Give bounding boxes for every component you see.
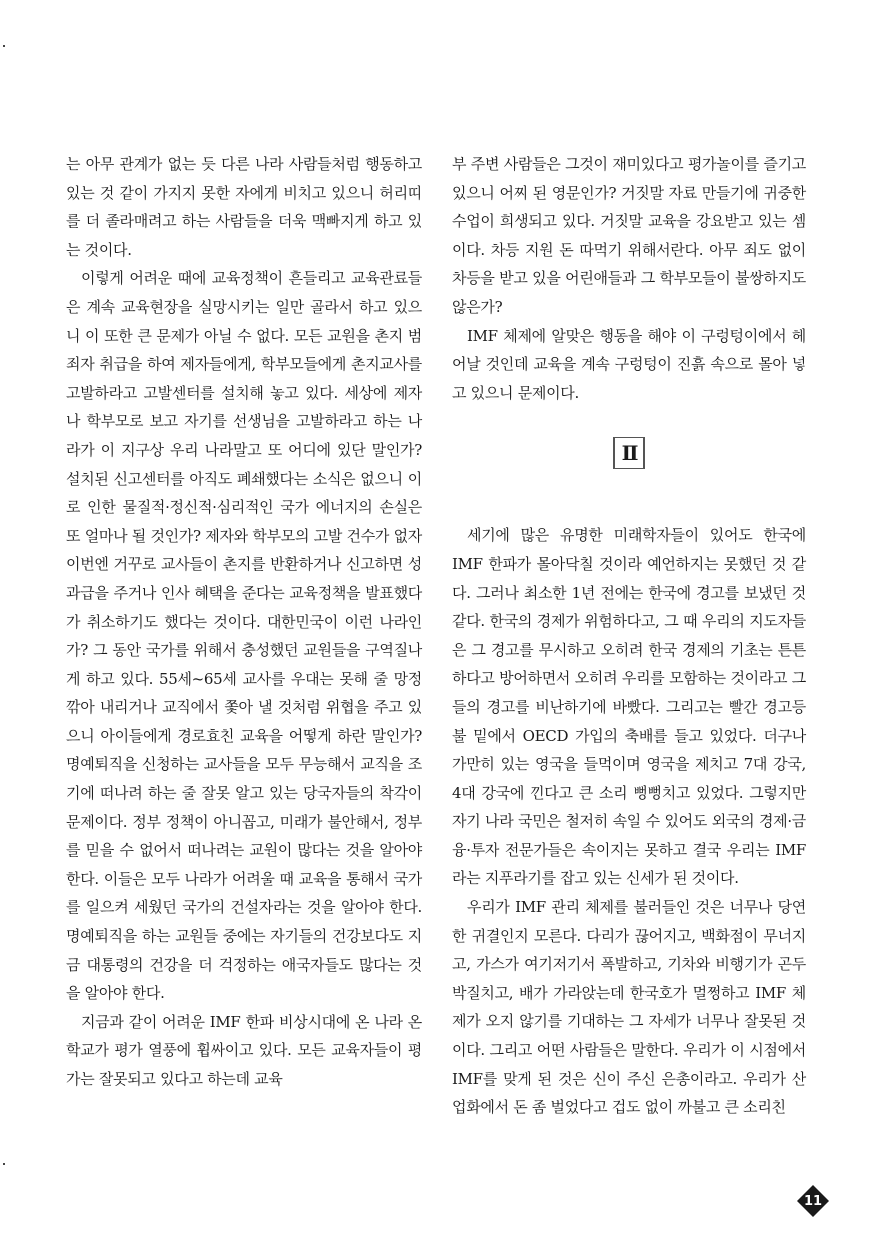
paragraph: IMF 체제에 알맞은 행동을 해야 이 구렁텅이에서 헤어날 것인데 교육을 계속 구렁텅이 진흙 속으로 몰아 넣고 있으니 문제이다.: [452, 326, 806, 402]
page-number-badge: [797, 1185, 829, 1217]
paragraph: 부 주변 사람들은 그것이 재미있다고 평가놀이를 즐기고 있으니 어찌 된 영문인가? 거짓말 자료 만들기에 귀중한 수업이 희생되고 있다. 거짓말 교육을 강요받고 있는 셈이다. 차등 지원 돈 따먹기 위해서란다. 아무 죄도 없이 차등을 받고 있을 어린애들과 그 학부모들이 불쌍하지도 않은가?: [452, 155, 806, 316]
paragraph: 는 아무 관계가 없는 듯 다른 나라 사람들처럼 행동하고 있는 것 같이 가지지 못한 자에게 비치고 있으니 허리띠를 더 졸라매려고 하는 사람들을 더욱 맥빠지게 하고 있는 것이다.: [66, 155, 422, 259]
left-column: [66, 150, 422, 1094]
scan-mark-top: [3, 45, 5, 47]
right-column: [452, 150, 806, 1122]
scan-mark-bottom: [3, 1163, 5, 1165]
paragraph: 이렇게 어려운 때에 교육정책이 흔들리고 교육관료들은 계속 교육현장을 실망시키는 일만 골라서 하고 있으니 이 또한 큰 문제가 아닐 수 없다. 모든 교원을 촌지 범죄자 취급을 하여 제자들에게, 학부모들에게 촌지교사를 고발하라고 고발센터를 설치해 놓고 있다. 세상에 제자나 학부모로 보고 자기를 선생님을 고발하라고 하는 나라가 이 지구상 우리 나라말고 또 어디에 있단 말인가? 설치된 신고센터를 아직도 폐쇄했다는 소식은 없으니 이로 인한 물질적·정신적·심리적인 국가 에너지의 손실은 또 얼마나 될 것인가? 제자와 학부모의 고발 건수가 없자 이번엔 거꾸로 교사들이 촌지를 반환하거나 신고하면 성과급을 주거나 인사 혜택을 준다는 교육정책을 발표했다가 취소하기도 했다는 것이다. 대한민국이 이런 나라인가? 그 동안 국가를 위해서 충성했던 교원들을 구역질나게 하고 있다. 55세~65세 교사를 우대는 못해 줄 망정 깎아 내리거나 교직에서 쫓아 낼 것처럼 위협을 주고 있으니 아이들에게 경로효친 교육을 어떻게 하란 말인가? 명예퇴직을 신청하는 교사들을 모두 무능해서 교직을 조기에 떠나려 하는 줄 잘못 알고 있는 당국자들의 착각이 문제이다. 정부 정책이 아니꼽고, 미래가 불안해서, 정부를 믿을 수 없어서 떠나려는 교원이 많다는 것을 알아야 한다. 이들은 모두 나라가 어려울 때 교육을 통해서 국가를 일으켜 세웠던 국가의 건설자라는 것을 알아야 한다. 명예퇴직을 하는 교원들 중에는 자기들의 건강보다도 지금 대통령의 건강을 더 걱정하는 애국자들도 많다는 것을 알아야 한다.: [66, 269, 422, 1003]
section-heading: [452, 421, 806, 485]
paragraph: 지금과 같이 어려운 IMF 한파 비상시대에 온 나라 온 학교가 평가 열풍에 휩싸이고 있다. 모든 교육자들이 평가는 잘못되고 있다고 하는데 교육: [66, 1012, 422, 1088]
paragraph: 세기에 많은 유명한 미래학자들이 있어도 한국에 IMF 한파가 몰아닥칠 것이라 예언하지는 못했던 것 같다. 그러나 최소한 1년 전에는 한국에 경고를 보냈던 것 같다. 한국의 경제가 위험하다고, 그 때 우리의 지도자들은 그 경고를 무시하고 오히려 한국 경제의 기초는 튼튼하다고 방어하면서 오히려 우리를 모함하는 것이라고 그들의 경고를 비난하기에 바빴다. 그리고는 빨간 경고등 불 밑에서 OECD 가입의 축배를 들고 있었다. 더구나 가만히 있는 영국을 들먹이며 영국을 제치고 7대 강국, 4대 강국에 낀다고 큰 소리 뻥뻥치고 있었다. 그렇지만 자기 나라 국민은 철저히 속일 수 있어도 외국의 경제·금융·투자 전문가들은 속이지는 못하고 결국 우리는 IMF라는 지푸라기를 잡고 있는 신세가 된 것이다.: [452, 526, 806, 888]
page-number: 11: [803, 1193, 823, 1209]
paragraph: 우리가 IMF 관리 체제를 불러들인 것은 너무나 당연한 귀결인지 모른다. 다리가 끊어지고, 백화점이 무너지고, 가스가 여기저기서 폭발하고, 기차와 비행기가 곤두박질치고, 배가 가라앉는데 한국호가 멀쩡하고 IMF 체제가 오지 않기를 기대하는 그 자세가 너무나 잘못된 것이다. 그리고 어떤 사람들은 말한다. 우리가 이 시점에서 IMF를 맞게 된 것은 신이 주신 은총이라고. 우리가 산업화에서 돈 좀 벌었다고 겁도 없이 까불고 큰 소리친: [452, 898, 806, 1117]
section-numeral: Ⅱ: [613, 437, 645, 469]
